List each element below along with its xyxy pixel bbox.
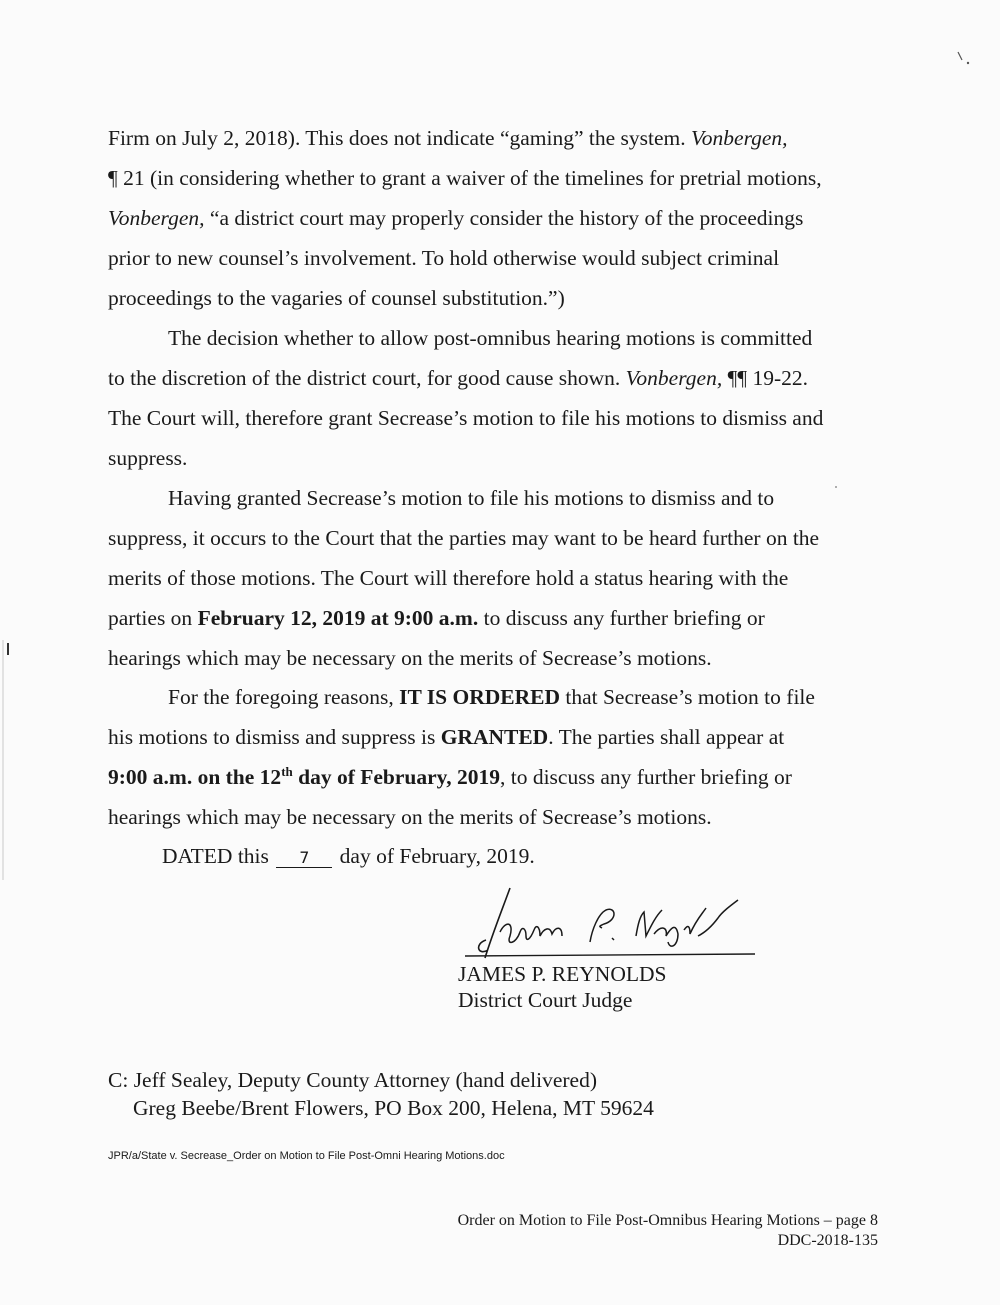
text-line xyxy=(108,677,878,717)
text-line: ¶ 21 (in considering whether to grant a waiver of the timelines for pretrial motions, xyxy=(108,166,822,190)
case-citation: Vonbergen, xyxy=(691,126,788,150)
paragraph-3 xyxy=(108,478,878,678)
text-line: prior to new counsel’s involvement. To hold otherwise would subject criminal xyxy=(108,246,780,270)
text-line: hearings which may be necessary on the merits of Secrease’s motions. xyxy=(108,805,712,829)
text-line: proceedings to the vagaries of counsel substitution.”) xyxy=(108,286,565,310)
text-line: merits of those motions. The Court will therefore hold a status hearing with the xyxy=(108,566,789,590)
text-line xyxy=(108,198,878,238)
judge-name: JAMES P. REYNOLDS xyxy=(458,962,667,986)
text-line: Having granted Secrease’s motion to file his motions to dismiss and to xyxy=(168,486,775,510)
copies-line-1: C: Jeff Sealey, Deputy County Attorney (hand delivered) xyxy=(108,1068,598,1092)
paragraph-1 xyxy=(108,118,878,318)
text-line xyxy=(108,757,878,797)
document-filename: JPR/a/State v. Secrease_Order on Motion to File Post-Omni Hearing Motions.doc xyxy=(108,1150,505,1162)
order-phrase: IT IS ORDERED xyxy=(399,685,560,709)
text-line: suppress. xyxy=(108,446,188,470)
text-line: suppress, it occurs to the Court that the parties may want to be heard further on the xyxy=(108,526,820,550)
handwritten-day: 7 xyxy=(276,849,332,868)
text-run: “a district court may properly consider the history of the proceedings xyxy=(204,206,804,230)
text-line: The Court will, therefore grant Secrease’s motion to file his motions to dismiss and xyxy=(108,406,824,430)
text-line: hearings which may be necessary on the merits of Secrease’s motions. xyxy=(108,646,712,670)
ordinal-suffix: th xyxy=(281,763,293,779)
case-citation: Vonbergen, xyxy=(625,366,723,390)
text-run: ¶¶ 19-22. xyxy=(722,366,808,390)
text-run: Firm on July 2, 2018). This does not indicate “gaming” the system. xyxy=(108,126,692,150)
text-run: For the foregoing reasons, xyxy=(168,685,400,709)
text-run: , to discuss any further briefing or xyxy=(499,765,792,789)
text-line xyxy=(108,118,878,158)
text-run: DATED this xyxy=(162,844,275,868)
hearing-date: February 12, 2019 at 9:00 a.m. xyxy=(197,606,479,630)
text-run: to the discretion of the district court, for good cause shown. xyxy=(108,366,626,390)
text-line xyxy=(108,358,878,398)
text-run: to discuss any further briefing or xyxy=(478,606,765,630)
text-run: . The parties shall appear at xyxy=(548,725,785,749)
judge-signature xyxy=(440,880,760,970)
paragraph-2 xyxy=(108,318,878,478)
dated-line xyxy=(108,836,878,876)
text-run: that Secrease’s motion to file xyxy=(559,685,815,709)
text-run: day of February, 2019. xyxy=(334,844,535,868)
text-run: day of February, 2019 xyxy=(292,765,500,789)
text-line xyxy=(108,598,878,638)
appearance-datetime xyxy=(108,765,500,789)
text-run: parties on xyxy=(108,606,198,630)
text-run: 9:00 a.m. on the 12 xyxy=(108,765,282,789)
footer-page-label: Order on Motion to File Post-Omnibus Hearing Motions – page 8 xyxy=(457,1212,878,1229)
text-line: The decision whether to allow post-omnibus hearing motions is committed xyxy=(168,326,813,350)
judge-title: District Court Judge xyxy=(458,988,633,1012)
footer-case-number: DDC-2018-135 xyxy=(777,1232,878,1249)
case-citation: Vonbergen, xyxy=(108,206,205,230)
text-run: his motions to dismiss and suppress is xyxy=(108,725,441,749)
copies-line-2: Greg Beebe/Brent Flowers, PO Box 200, Helena, MT 59624 xyxy=(133,1096,654,1120)
granted-word: GRANTED xyxy=(440,725,549,749)
paragraph-4-order xyxy=(108,677,878,837)
text-line xyxy=(108,717,878,757)
